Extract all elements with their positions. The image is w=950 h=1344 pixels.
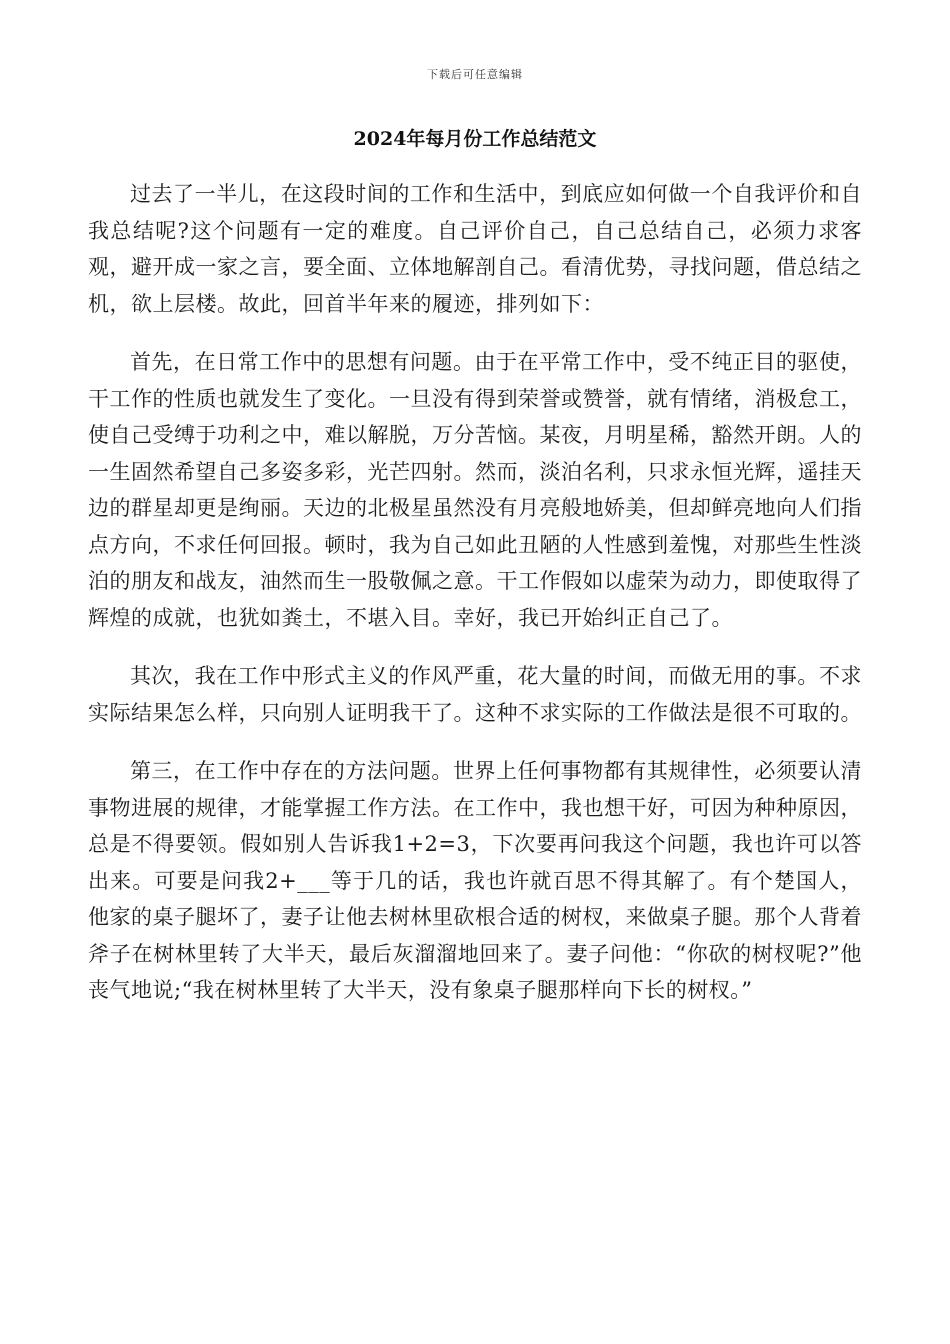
document-body [88,176,862,1031]
header-note: 下载后可任意编辑 [427,68,523,81]
paragraph-intro: 过去了一半儿，在这段时间的工作和生活中，到底应如何做一个自我评价和自我总结呢?这个问题有一定的难度。自己评价自己，自己总结自己，必须力求客观，避开成一家之言，要全面、立体地解剖自己。看清优势，寻找问题，借总结之机，欲上层楼。故此，回首半年来的履迹，排列如下： [88,182,862,316]
paragraph-second-issue: 其次，我在工作中形式主义的作风严重，花大量的时间，而做无用的事。不求实际结果怎么样，只向别人证明我干了。这种不求实际的工作做法是很不可取的。 [88,664,862,725]
paragraph-first-issue: 首先，在日常工作中的思想有问题。由于在平常工作中，受不纯正目的驱使，干工作的性质也就发生了变化。一旦没有得到荣誉或赞誉，就有情绪，消极怠工，使自己受缚于功利之中，难以解脱，万分苦恼。某夜，月明星稀，豁然开朗。人的一生固然希望自己多姿多彩，光芒四射。然而，淡泊名利，只求永恒光辉，遥挂天边的群星却更是绚丽。天边的北极星虽然没有月亮般地娇美，但却鲜亮地向人们指点方向，不求任何回报。顿时，我为自己如此丑陋的人性感到羞愧，对那些生性淡泊的朋友和战友，油然而生一股敬佩之意。干工作假如以虚荣为动力，即使取得了辉煌的成就，也犹如粪土，不堪入目。幸好，我已开始纠正自己了。 [88,350,862,630]
document-title: 2024年每月份工作总结范文 [353,128,597,150]
paragraph-third-issue: 第三，在工作中存在的方法问题。世界上任何事物都有其规律性，必须要认清事物进展的规律，才能掌握工作方法。在工作中，我也想干好，可因为种种原因，总是不得要领。假如别人告诉我1+2=3，下次要再问我这个问题，我也许可以答出来。可要是问我2+___等于几的话，我也许就百思不得其解了。有个楚国人，他家的桌子腿坏了，妻子让他去树林里砍根合适的树杈，来做桌子腿。那个人背着斧子在树林里转了大半天，最后灰溜溜地回来了。妻子问他：“你砍的树杈呢?”他丧气地说;“我在树林里转了大半天，没有象桌子腿那样向下长的树杈。” [88,759,862,1002]
